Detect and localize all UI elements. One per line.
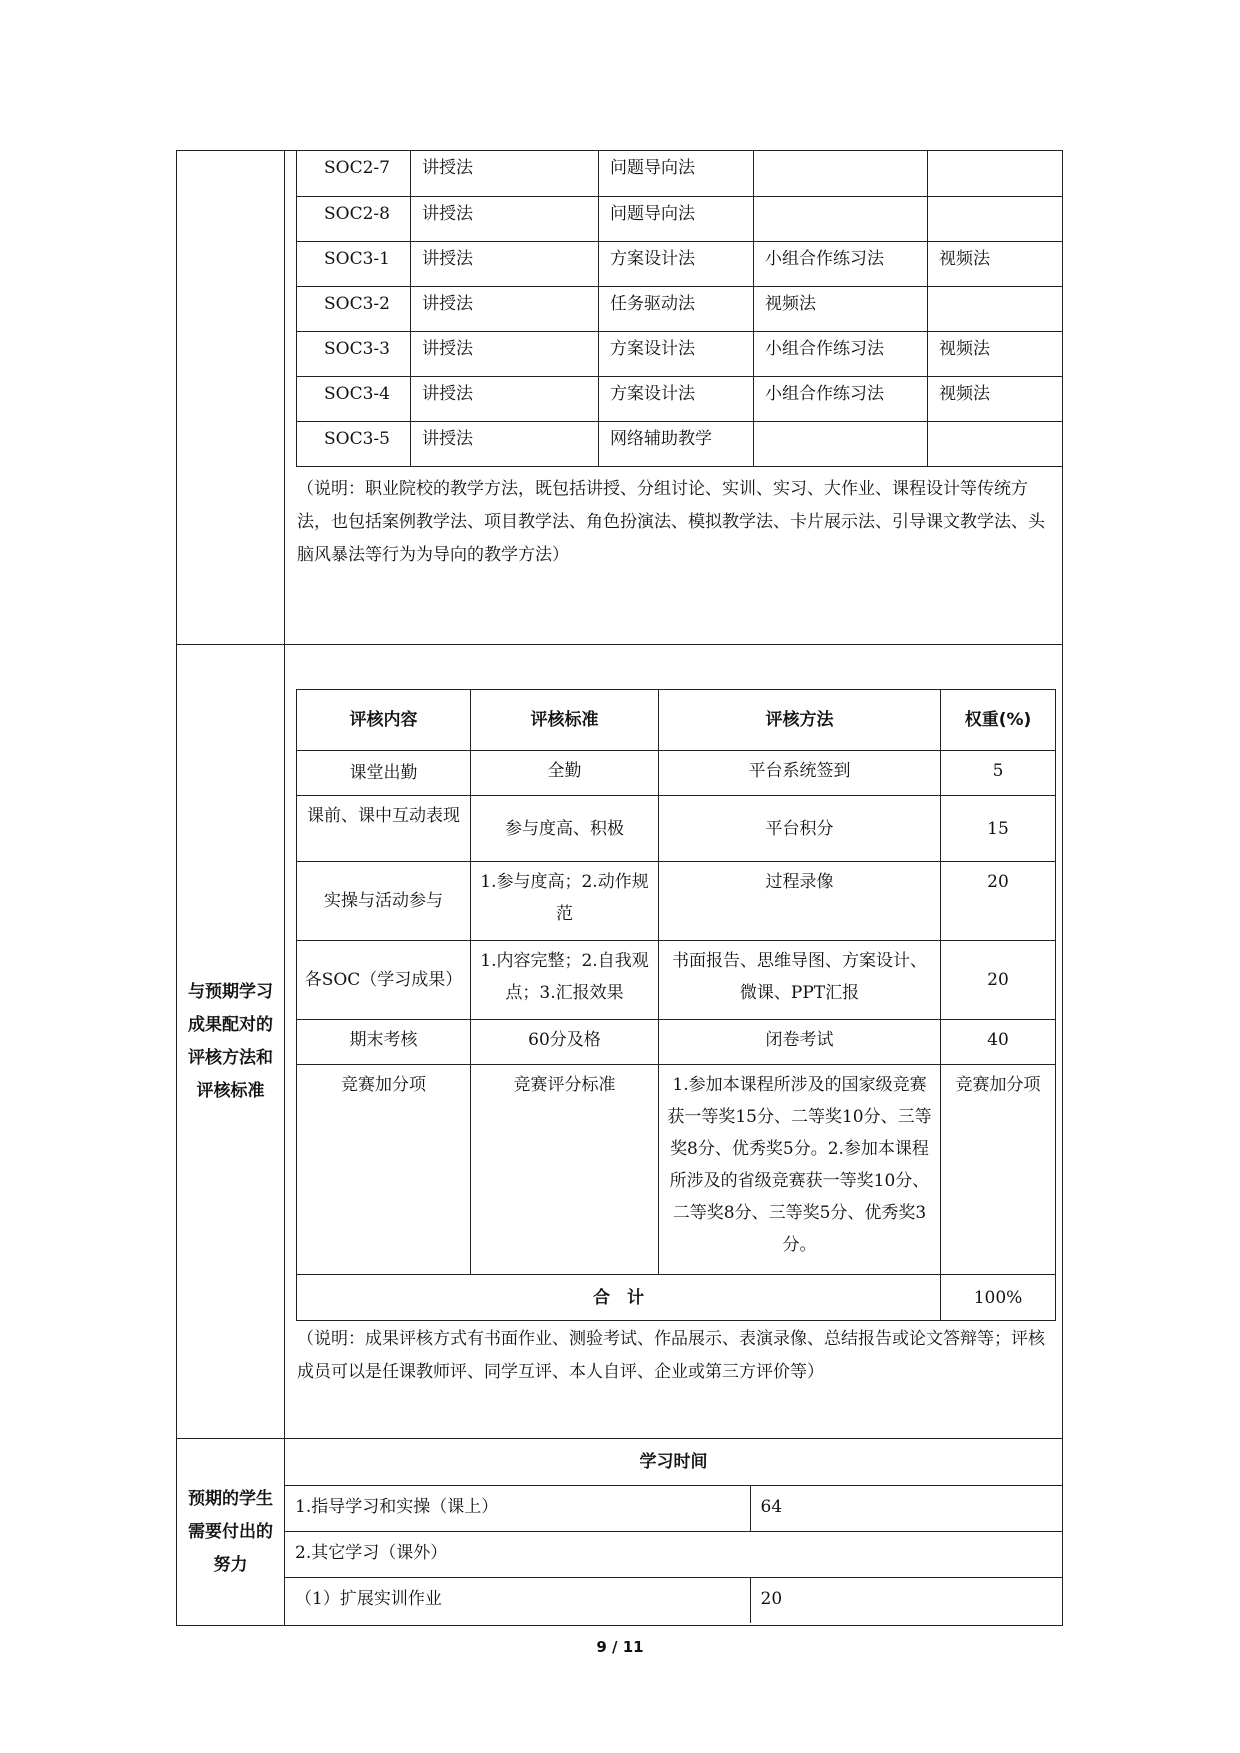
total-row (297, 1275, 1056, 1321)
assessment-content-cell (285, 645, 1063, 1439)
assess-method: 1.参加本课程所涉及的国家级竞赛获一等奖15分、二等奖10分、三等奖8分、优秀奖5分。2.参加本课程所涉及的省级竞赛获一等奖10分、二等奖8分、三等奖5分、优秀奖3分。 (659, 1065, 941, 1275)
soc-code: SOC3-4 (297, 376, 411, 421)
assess-method: 过程录像 (659, 862, 941, 941)
method-cell: 讲授法 (411, 286, 599, 331)
methods-section (177, 151, 1063, 645)
study-time-header: 学习时间 (285, 1439, 1062, 1485)
table-row (297, 796, 1056, 862)
study-item: （1）扩展实训作业 (285, 1577, 750, 1623)
method-cell: 讲授法 (411, 241, 599, 286)
method-cell: 网络辅助教学 (599, 421, 754, 466)
table-row (297, 1065, 1056, 1275)
assess-standard: 1.参与度高；2.动作规范 (471, 862, 659, 941)
table-row (297, 196, 1063, 241)
table-row (297, 241, 1063, 286)
assessment-table (296, 689, 1056, 1321)
assess-method: 闭卷考试 (659, 1020, 941, 1065)
assess-method: 书面报告、思维导图、方案设计、微课、PPT汇报 (659, 941, 941, 1020)
assess-standard: 全勤 (471, 751, 659, 796)
table-row (297, 941, 1056, 1020)
study-time-table (285, 1439, 1062, 1623)
assess-weight: 20 (941, 941, 1056, 1020)
header-content: 评核内容 (297, 690, 471, 751)
table-row (285, 1577, 1062, 1623)
table-row (297, 376, 1063, 421)
method-cell (928, 421, 1063, 466)
method-cell: 小组合作练习法 (754, 331, 928, 376)
assessment-section (177, 645, 1063, 1439)
assessment-label: 与预期学习成果配对的评核方法和评核标准 (188, 981, 273, 1101)
effort-label-cell (177, 1439, 285, 1626)
method-cell: 讲授法 (411, 421, 599, 466)
assessment-label-cell (177, 645, 285, 1439)
soc-code: SOC2-7 (297, 151, 411, 196)
method-cell (928, 151, 1063, 196)
table-row (285, 1531, 1062, 1577)
assess-standard: 1.内容完整；2.自我观点；3.汇报效果 (471, 941, 659, 1020)
method-cell: 小组合作练习法 (754, 241, 928, 286)
table-header-row (285, 1439, 1062, 1485)
method-cell (754, 421, 928, 466)
table-header-row (297, 690, 1056, 751)
method-cell: 方案设计法 (599, 241, 754, 286)
assess-weight: 15 (941, 796, 1056, 862)
table-row (297, 1020, 1056, 1065)
method-cell: 问题导向法 (599, 196, 754, 241)
method-cell: 视频法 (754, 286, 928, 331)
soc-code: SOC3-2 (297, 286, 411, 331)
effort-content-cell (285, 1439, 1063, 1626)
total-value: 100% (941, 1275, 1056, 1321)
table-row (285, 1485, 1062, 1531)
method-cell: 小组合作练习法 (754, 376, 928, 421)
method-cell: 方案设计法 (599, 376, 754, 421)
table-row (297, 751, 1056, 796)
soc-code: SOC2-8 (297, 196, 411, 241)
method-cell (928, 286, 1063, 331)
study-hours: 64 (750, 1485, 1062, 1531)
assess-content: 竞赛加分项 (297, 1065, 471, 1275)
assess-method: 平台系统签到 (659, 751, 941, 796)
soc-code: SOC3-1 (297, 241, 411, 286)
method-cell: 视频法 (928, 376, 1063, 421)
method-cell (754, 151, 928, 196)
effort-section (177, 1439, 1063, 1626)
assess-standard: 参与度高、积极 (471, 796, 659, 862)
assess-weight: 20 (941, 862, 1056, 941)
table-row (297, 331, 1063, 376)
methods-label-cell (177, 151, 285, 645)
study-item: 2.其它学习（课外） (285, 1531, 1062, 1577)
method-cell: 讲授法 (411, 151, 599, 196)
study-hours: 20 (750, 1577, 1062, 1623)
table-row (297, 151, 1063, 196)
soc-code: SOC3-5 (297, 421, 411, 466)
method-cell: 方案设计法 (599, 331, 754, 376)
header-method: 评核方法 (659, 690, 941, 751)
soc-code: SOC3-3 (297, 331, 411, 376)
assess-content: 课堂出勤 (297, 751, 471, 796)
method-cell: 视频法 (928, 241, 1063, 286)
assess-content: 期末考核 (297, 1020, 471, 1065)
assess-weight: 5 (941, 751, 1056, 796)
method-cell: 视频法 (928, 331, 1063, 376)
total-label: 合 计 (297, 1275, 941, 1321)
assess-weight: 竞赛加分项 (941, 1065, 1056, 1275)
method-cell: 任务驱动法 (599, 286, 754, 331)
assess-method: 平台积分 (659, 796, 941, 862)
methods-table (296, 151, 1063, 467)
study-item: 1.指导学习和实操（课上） (285, 1485, 750, 1531)
page-number: 9 / 11 (596, 1638, 644, 1656)
header-weight: 权重(%) (941, 690, 1056, 751)
table-row (297, 286, 1063, 331)
method-cell: 讲授法 (411, 376, 599, 421)
effort-label: 预期的学生需要付出的努力 (188, 1488, 273, 1575)
header-standard: 评核标准 (471, 690, 659, 751)
method-cell: 问题导向法 (599, 151, 754, 196)
assessment-note: （说明：成果评核方式有书面作业、测验考试、作品展示、表演录像、总结报告或论文答辩等；评核成员可以是任课教师评、同学互评、本人自评、企业或第三方评价等） (297, 1329, 1045, 1382)
table-row (297, 862, 1056, 941)
curriculum-table (176, 150, 1063, 1626)
method-cell (754, 196, 928, 241)
assess-content: 课前、课中互动表现 (297, 796, 471, 862)
methods-content-cell (285, 151, 1063, 645)
assess-standard: 60分及格 (471, 1020, 659, 1065)
assess-content: 各SOC（学习成果） (297, 941, 471, 1020)
methods-note: （说明：职业院校的教学方法，既包括讲授、分组讨论、实训、实习、大作业、课程设计等传统方法，也包括案例教学法、项目教学法、角色扮演法、模拟教学法、卡片展示法、引导课文教学法、头脑风暴法等行为为导向的教学方法） (297, 478, 1045, 565)
assess-standard: 竞赛评分标准 (471, 1065, 659, 1275)
method-cell: 讲授法 (411, 196, 599, 241)
table-row (297, 421, 1063, 466)
method-cell: 讲授法 (411, 331, 599, 376)
assess-content: 实操与活动参与 (297, 862, 471, 941)
assess-weight: 40 (941, 1020, 1056, 1065)
method-cell (928, 196, 1063, 241)
